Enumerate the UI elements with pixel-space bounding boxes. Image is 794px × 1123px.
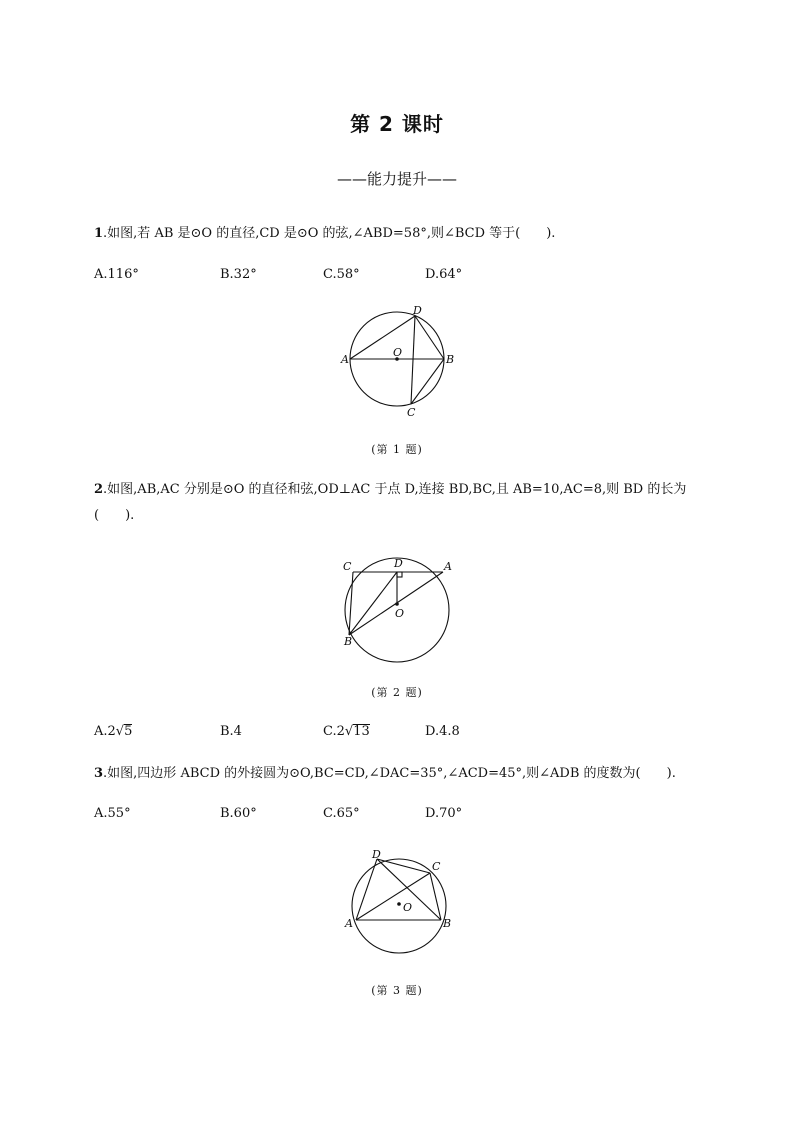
question-2-figure	[335, 552, 465, 672]
label-c: C	[343, 560, 352, 573]
label-o: O	[403, 901, 413, 914]
chord-dc	[411, 316, 415, 404]
radicand-c: 13	[353, 724, 370, 739]
question-1-figure	[335, 300, 465, 420]
question-3	[94, 761, 734, 787]
label-d: D	[413, 304, 422, 317]
label-o: O	[393, 346, 403, 359]
question-2-answer-blank: ( ).	[94, 508, 135, 523]
question-2-option-a: A.2√5	[94, 724, 133, 739]
label-o: O	[395, 607, 405, 620]
label-a: A	[341, 353, 349, 366]
label-a: A	[444, 560, 452, 573]
page-title: 第 2 课时	[350, 112, 444, 136]
question-1-caption: (第 1 题)	[371, 443, 423, 456]
question-2-caption: (第 2 题)	[371, 686, 423, 699]
label-b: B	[344, 635, 353, 648]
center-dot	[395, 602, 399, 606]
label-c: C	[432, 860, 441, 873]
chord-cb	[430, 873, 441, 920]
question-1-option-d: D.64°	[425, 267, 463, 282]
center-dot	[397, 902, 401, 906]
question-1-option-a: A.116°	[94, 267, 139, 282]
label-c: C	[407, 406, 416, 419]
question-2-text: .如图,AB,AC 分别是⊙O 的直径和弦,OD⊥AC 于点 D,连接 BD,BC,且 AB=10,AC=8,则 BD 的长为	[103, 482, 687, 497]
question-2-number: 2	[94, 482, 104, 497]
label-d: D	[394, 557, 403, 570]
right-angle-mark	[397, 572, 402, 577]
label-a: A	[345, 917, 353, 930]
question-3-option-b: B.60°	[220, 806, 257, 821]
question-2	[94, 477, 714, 529]
question-1-number: 1	[94, 226, 104, 241]
chord-da	[356, 859, 377, 920]
label-b: B	[446, 353, 455, 366]
section-subtitle: ——能力提升——	[336, 170, 457, 188]
diagonal-ac	[356, 873, 430, 920]
question-1-text: .如图,若 AB 是⊙O 的直径,CD 是⊙O 的弦,∠ABD=58°,则∠BCD 等于( ).	[103, 226, 556, 241]
question-2-option-d: D.4.8	[425, 724, 460, 739]
chord-cb	[349, 572, 353, 635]
radicand-a: 5	[124, 724, 133, 739]
question-3-text: .如图,四边形 ABCD 的外接圆为⊙O,BC=CD,∠DAC=35°,∠ACD=45°,则∠ADB 的度数为( ).	[103, 766, 676, 781]
question-3-option-a: A.55°	[94, 806, 131, 821]
label-d: D	[372, 848, 381, 861]
question-3-option-d: D.70°	[425, 806, 463, 821]
chord-ad	[350, 316, 415, 359]
question-3-option-c: C.65°	[323, 806, 360, 821]
question-1-option-c: C.58°	[323, 267, 360, 282]
chord-cb	[411, 359, 444, 404]
circle-o	[352, 859, 446, 953]
question-2-option-c: C.2√13	[323, 724, 370, 739]
question-1-option-b: B.32°	[220, 267, 257, 282]
question-2-option-b: B.4	[220, 724, 242, 739]
question-3-number: 3	[94, 766, 104, 781]
question-1	[94, 221, 714, 247]
segment-bd	[349, 572, 397, 635]
question-3-figure	[335, 845, 465, 965]
question-3-caption: (第 3 题)	[371, 984, 423, 997]
label-b: B	[443, 917, 452, 930]
chord-db	[415, 316, 444, 359]
